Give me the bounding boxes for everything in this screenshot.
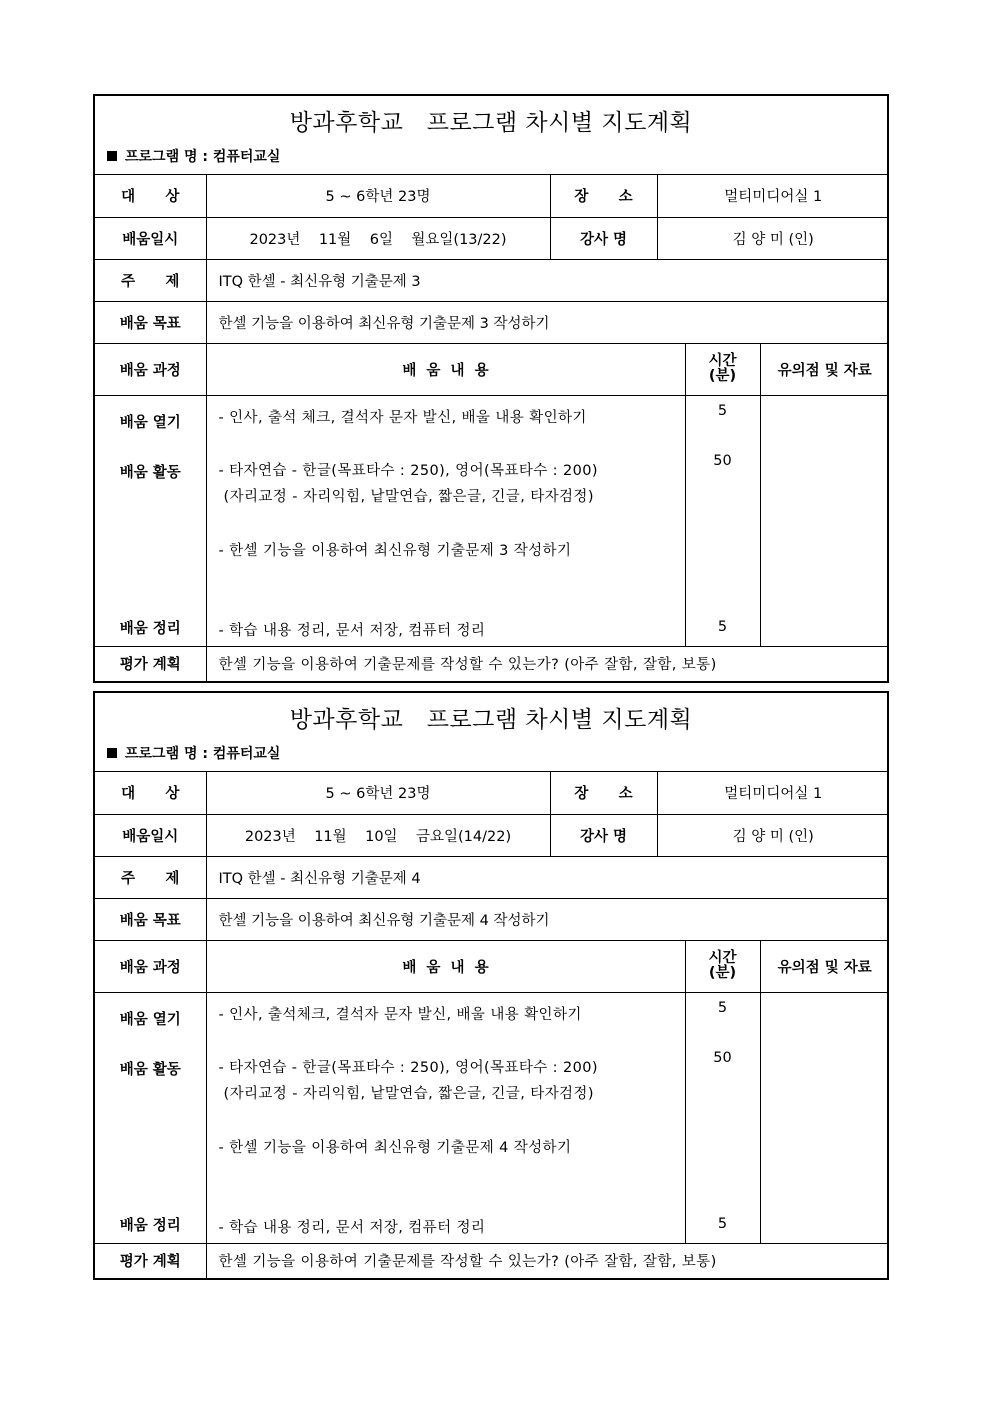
content-cell	[206, 395, 685, 646]
date-value: 2023년 11월 10일 금요일(14/22)	[206, 814, 550, 856]
plan-title: 방과후학교 프로그램 차시별 지도계획	[289, 707, 693, 733]
stage-open: 배움 열기	[119, 414, 181, 431]
time-value: 5	[717, 999, 728, 1016]
stages	[95, 396, 206, 646]
content-line: - 학습 내용 정리, 문서 저장, 컴퓨터 정리	[218, 1219, 486, 1236]
notes-label: 유의점 및 자료	[760, 343, 889, 395]
time-value: 50	[713, 1049, 732, 1066]
time-label-line2: (분)	[708, 965, 737, 981]
time-value: 5	[717, 1215, 728, 1232]
date-value: 2023년 11월 6일 월요일(13/22)	[206, 217, 550, 259]
eval-label: 평가 계획	[95, 646, 206, 681]
teacher-label: 강사 명	[550, 814, 657, 856]
plan-table	[95, 175, 889, 681]
plan-table	[95, 772, 889, 1278]
content-lines	[207, 396, 685, 646]
content-line: - 인사, 출석 체크, 결석자 문자 발신, 배울 내용 확인하기	[218, 409, 587, 426]
stage-close: 배움 정리	[119, 1217, 181, 1234]
teacher-label: 강사 명	[550, 217, 657, 259]
time-label	[685, 940, 760, 992]
content-line: (자리교정 - 자리익힘, 낱말연습, 짧은글, 긴글, 타자검정)	[218, 488, 594, 505]
time-label	[685, 343, 760, 395]
times-cell	[685, 992, 760, 1243]
goal-value: 한셀 기능을 이용하여 최신유형 기출문제 4 작성하기	[206, 898, 889, 940]
place-label: 장 소	[550, 772, 657, 814]
content-line: - 타자연습 - 한글(목표타수 : 250), 영어(목표타수 : 200)	[218, 462, 598, 479]
stage-activity: 배움 활동	[119, 1061, 181, 1078]
content-cell	[206, 992, 685, 1243]
time-value: 50	[713, 452, 732, 469]
time-value: 5	[717, 618, 728, 635]
process-label: 배움 과정	[95, 940, 206, 992]
stages-cell	[95, 992, 206, 1243]
times	[686, 993, 760, 1243]
stages-cell	[95, 395, 206, 646]
eval-value: 한셀 기능을 이용하여 기출문제를 작성할 수 있는가? (아주 잘함, 잘함, 보통)	[206, 646, 889, 681]
place-value: 멀티미디어실 1	[657, 772, 889, 814]
eval-label: 평가 계획	[95, 1243, 206, 1278]
times	[686, 396, 760, 646]
lesson-plan-2	[93, 691, 889, 1280]
content-line: - 한셀 기능을 이용하여 최신유형 기출문제 4 작성하기	[218, 1139, 572, 1156]
plan-title: 방과후학교 프로그램 차시별 지도계획	[289, 110, 693, 136]
square-bullet-icon	[107, 748, 117, 758]
stage-open: 배움 열기	[119, 1011, 181, 1028]
date-label: 배움일시	[95, 217, 206, 259]
teacher-value: 김 양 미 (인)	[657, 217, 889, 259]
target-value: 5 ~ 6학년 23명	[206, 175, 550, 217]
program-name-text: 프로그램 명 : 컴퓨터교실	[125, 746, 281, 762]
time-label-line2: (분)	[708, 368, 737, 384]
notes-cell	[760, 992, 889, 1243]
teacher-value: 김 양 미 (인)	[657, 814, 889, 856]
topic-value: ITQ 한셀 - 최신유형 기출문제 3	[206, 259, 889, 301]
content-line: (자리교정 - 자리익힘, 낱말연습, 짧은글, 긴글, 타자검정)	[218, 1085, 594, 1102]
content-line: - 한셀 기능을 이용하여 최신유형 기출문제 3 작성하기	[218, 542, 572, 559]
process-label: 배움 과정	[95, 343, 206, 395]
goal-value: 한셀 기능을 이용하여 최신유형 기출문제 3 작성하기	[206, 301, 889, 343]
content-line: - 인사, 출석체크, 결석자 문자 발신, 배울 내용 확인하기	[218, 1006, 582, 1023]
eval-value: 한셀 기능을 이용하여 기출문제를 작성할 수 있는가? (아주 잘함, 잘함, 보통)	[206, 1243, 889, 1278]
times-cell	[685, 395, 760, 646]
plan-header	[95, 96, 887, 175]
stage-activity: 배움 활동	[119, 464, 181, 481]
content-label: 배 움 내 용	[206, 940, 685, 992]
topic-value: ITQ 한셀 - 최신유형 기출문제 4	[206, 856, 889, 898]
time-label-line1: 시간	[708, 950, 737, 966]
target-label: 대 상	[95, 772, 206, 814]
content-label: 배 움 내 용	[206, 343, 685, 395]
goal-label: 배움 목표	[95, 898, 206, 940]
target-value: 5 ~ 6학년 23명	[206, 772, 550, 814]
stages	[95, 993, 206, 1243]
topic-label: 주 제	[95, 856, 206, 898]
time-label-line1: 시간	[708, 353, 737, 369]
goal-label: 배움 목표	[95, 301, 206, 343]
program-name	[107, 743, 280, 763]
place-value: 멀티미디어실 1	[657, 175, 889, 217]
notes-cell	[760, 395, 889, 646]
content-line: - 타자연습 - 한글(목표타수 : 250), 영어(목표타수 : 200)	[218, 1059, 598, 1076]
lesson-plan-1	[93, 94, 889, 683]
time-value: 5	[717, 402, 728, 419]
date-label: 배움일시	[95, 814, 206, 856]
content-lines	[207, 993, 685, 1243]
program-name	[107, 146, 280, 166]
notes-label: 유의점 및 자료	[760, 940, 889, 992]
content-line: - 학습 내용 정리, 문서 저장, 컴퓨터 정리	[218, 622, 486, 639]
program-name-text: 프로그램 명 : 컴퓨터교실	[125, 149, 281, 165]
place-label: 장 소	[550, 175, 657, 217]
square-bullet-icon	[107, 151, 117, 161]
stage-close: 배움 정리	[119, 620, 181, 637]
plan-header	[95, 693, 887, 772]
topic-label: 주 제	[95, 259, 206, 301]
target-label: 대 상	[95, 175, 206, 217]
